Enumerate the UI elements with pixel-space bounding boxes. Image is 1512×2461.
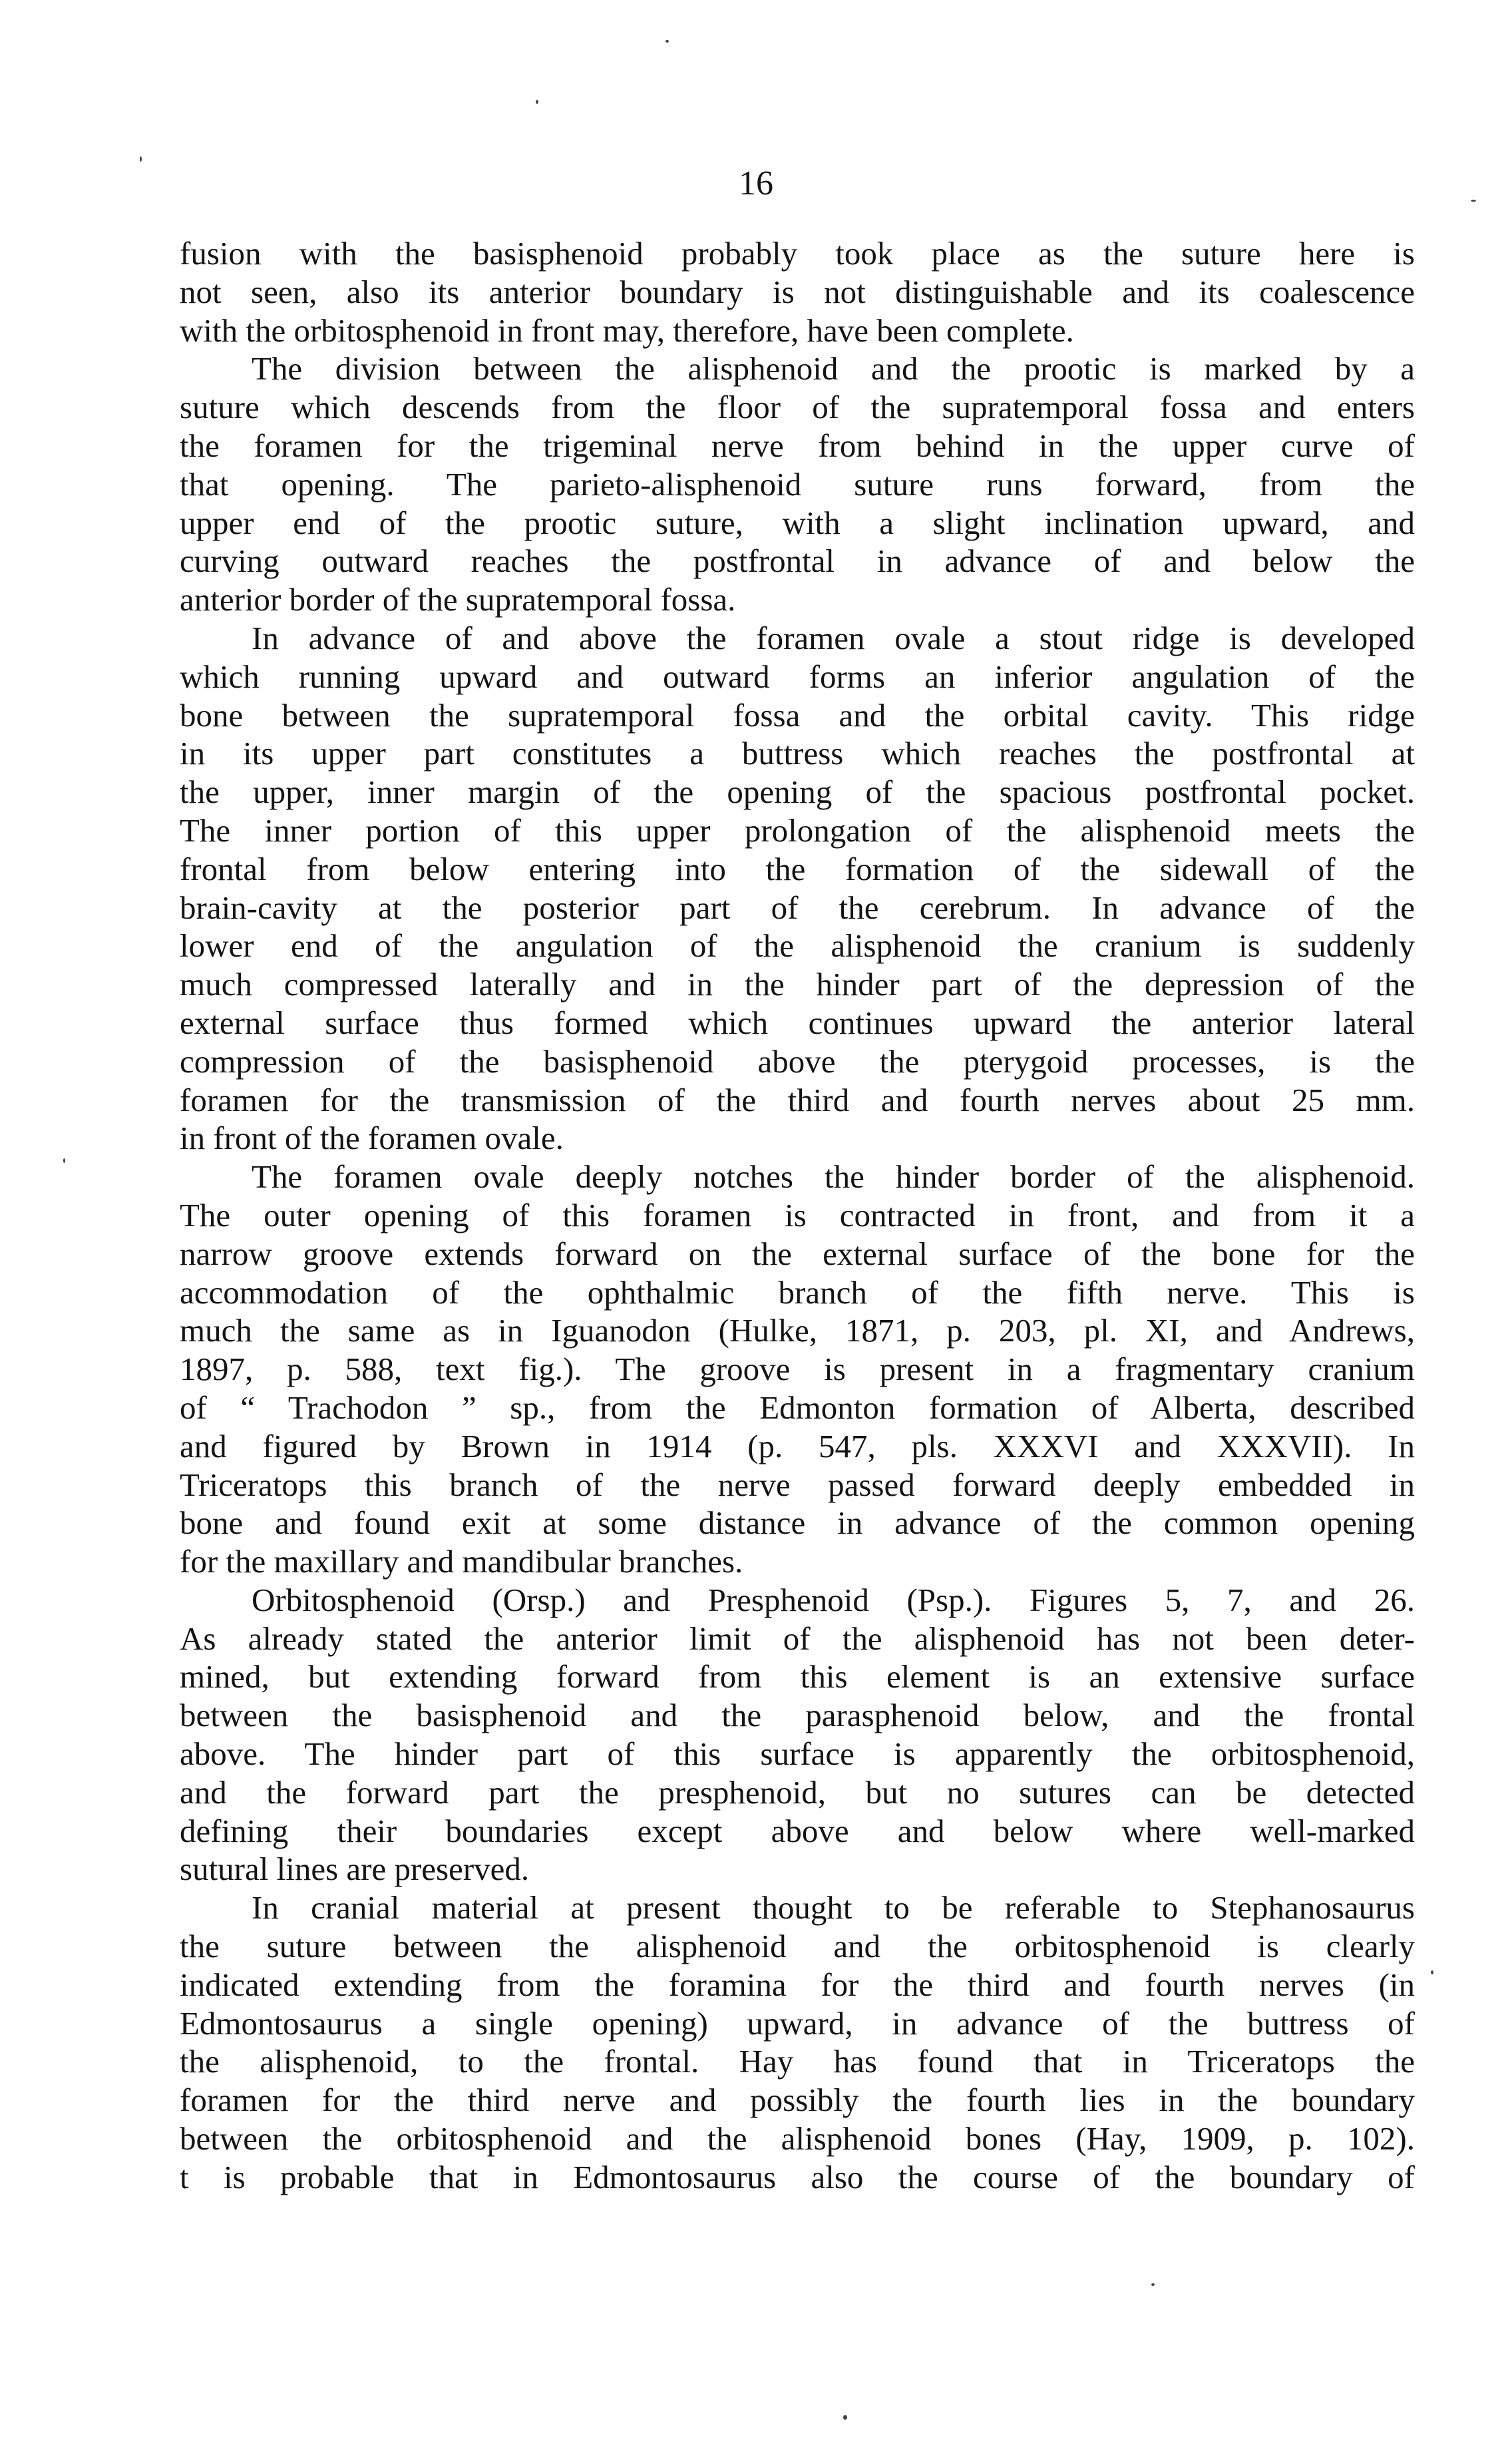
- text-line: for the maxillary and mandibular branches.: [180, 1543, 743, 1580]
- text-line: foramen for the third nerve and possibly the fourth lies in the boundary: [180, 2082, 1415, 2119]
- text-line: Triceratops this branch of the nerve passed forward deeply embedded in: [180, 1466, 1415, 1503]
- text-line: curving outward reaches the postfrontal in advance of and below the: [180, 543, 1415, 580]
- text-line: bone between the supratemporal fossa and the orbital cavity. This ridge: [180, 696, 1415, 734]
- body-text: [180, 234, 1415, 2197]
- text-line: brain-cavity at the posterior part of the cerebrum. In advance of the: [180, 889, 1415, 926]
- scan-speck: [1431, 1970, 1433, 1974]
- text-line: the upper, inner margin of the opening of the spacious postfrontal pocket.: [180, 774, 1415, 811]
- text-line: narrow groove extends forward on the external surface of the bone for the: [180, 1235, 1415, 1272]
- text-line: compression of the basisphenoid above the pterygoid processes, is the: [180, 1042, 1415, 1080]
- text-line: In cranial material at present thought to be referable to Stephanosaurus: [252, 1889, 1415, 1926]
- text-line: much compressed laterally and in the hinder part of the depression of the: [180, 966, 1415, 1003]
- text-line: between the orbitosphenoid and the alisphenoid bones (Hay, 1909, p. 102).: [180, 2120, 1415, 2157]
- scan-speck: [140, 156, 142, 162]
- scan-speck: [536, 100, 538, 104]
- text-line: which running upward and outward forms an inferior angulation of the: [180, 658, 1415, 695]
- text-line: the foramen for the trigeminal nerve from behind in the upper curve of: [180, 427, 1415, 464]
- text-line: external surface thus formed which continues upward the anterior lateral: [180, 1004, 1415, 1041]
- text-line: foramen for the transmission of the third and fourth nerves about 25 mm.: [180, 1081, 1415, 1118]
- text-line: much the same as in Iguanodon (Hulke, 1871, p. 203, pl. XI, and Andrews,: [180, 1312, 1415, 1349]
- text-line: As already stated the anterior limit of the alisphenoid has not been deter-: [180, 1620, 1415, 1657]
- text-line: The inner portion of this upper prolongation of the alisphenoid meets the: [180, 811, 1415, 849]
- page-number: 16: [739, 164, 773, 202]
- scan-speck: [665, 40, 669, 43]
- text-line: mined, but extending forward from this element is an extensive surface: [180, 1658, 1415, 1695]
- text-line: frontal from below entering into the formation of the sidewall of the: [180, 850, 1415, 887]
- text-line: suture which descends from the floor of the supratemporal fossa and enters: [180, 389, 1415, 426]
- scan-speck: [1151, 2283, 1155, 2286]
- scan-speck: [843, 2415, 847, 2420]
- text-line: of “ Trachodon ” sp., from the Edmonton formation of Alberta, described: [180, 1389, 1415, 1426]
- text-line: in front of the foramen ovale.: [180, 1120, 564, 1157]
- text-line: with the orbitosphenoid in front may, therefore, have been complete.: [180, 312, 1074, 349]
- text-line: upper end of the prootic suture, with a slight inclination upward, and: [180, 504, 1415, 541]
- text-line: The outer opening of this foramen is contracted in front, and from it a: [180, 1196, 1415, 1233]
- text-line: 1897, p. 588, text fig.). The groove is present in a fragmentary cranium: [180, 1351, 1415, 1388]
- text-line: the alisphenoid, to the frontal. Hay has found that in Triceratops the: [180, 2043, 1415, 2080]
- text-line: above. The hinder part of this surface is apparently the orbitosphenoid,: [180, 1735, 1415, 1773]
- text-line: between the basisphenoid and the parasphenoid below, and the frontal: [180, 1697, 1415, 1734]
- text-line: the suture between the alisphenoid and the orbitosphenoid is clearly: [180, 1928, 1415, 1965]
- text-line: Orbitosphenoid (Orsp.) and Presphenoid (Psp.). Figures 5, 7, and 26.: [252, 1581, 1415, 1618]
- text-line: indicated extending from the foramina for the third and fourth nerves (in: [180, 1966, 1415, 2003]
- text-line: sutural lines are preserved.: [180, 1851, 530, 1888]
- text-line: t is probable that in Edmontosaurus also the course of the boundary of: [180, 2158, 1415, 2195]
- text-line: accommodation of the ophthalmic branch of the fifth nerve. This is: [180, 1273, 1415, 1311]
- text-line: defining their boundaries except above and below where well-marked: [180, 1812, 1415, 1849]
- text-line: and figured by Brown in 1914 (p. 547, pls. XXXVI and XXXVII). In: [180, 1427, 1415, 1464]
- scan-speck: [63, 1158, 65, 1163]
- text-line: in its upper part constitutes a buttress which reaches the postfrontal at: [180, 735, 1415, 772]
- text-line: Edmontosaurus a single opening) upward, in advance of the buttress of: [180, 2004, 1415, 2042]
- text-line: not seen, also its anterior boundary is not distinguishable and its coalescence: [180, 273, 1415, 310]
- text-line: that opening. The parieto-alisphenoid suture runs forward, from the: [180, 465, 1415, 503]
- text-line: and the forward part the presphenoid, but no sutures can be detected: [180, 1773, 1415, 1811]
- text-line: In advance of and above the foramen ovale a stout ridge is developed: [252, 619, 1415, 656]
- text-line: fusion with the basisphenoid probably took place as the suture here is: [180, 235, 1415, 272]
- scan-speck: [1471, 200, 1476, 202]
- text-line: lower end of the angulation of the alisphenoid the cranium is suddenly: [180, 927, 1415, 965]
- text-line: The division between the alisphenoid and the prootic is marked by a: [252, 350, 1415, 387]
- text-line: The foramen ovale deeply notches the hinder border of the alisphenoid.: [252, 1158, 1415, 1196]
- text-line: anterior border of the supratemporal fossa.: [180, 581, 736, 618]
- text-line: bone and found exit at some distance in advance of the common opening: [180, 1504, 1415, 1542]
